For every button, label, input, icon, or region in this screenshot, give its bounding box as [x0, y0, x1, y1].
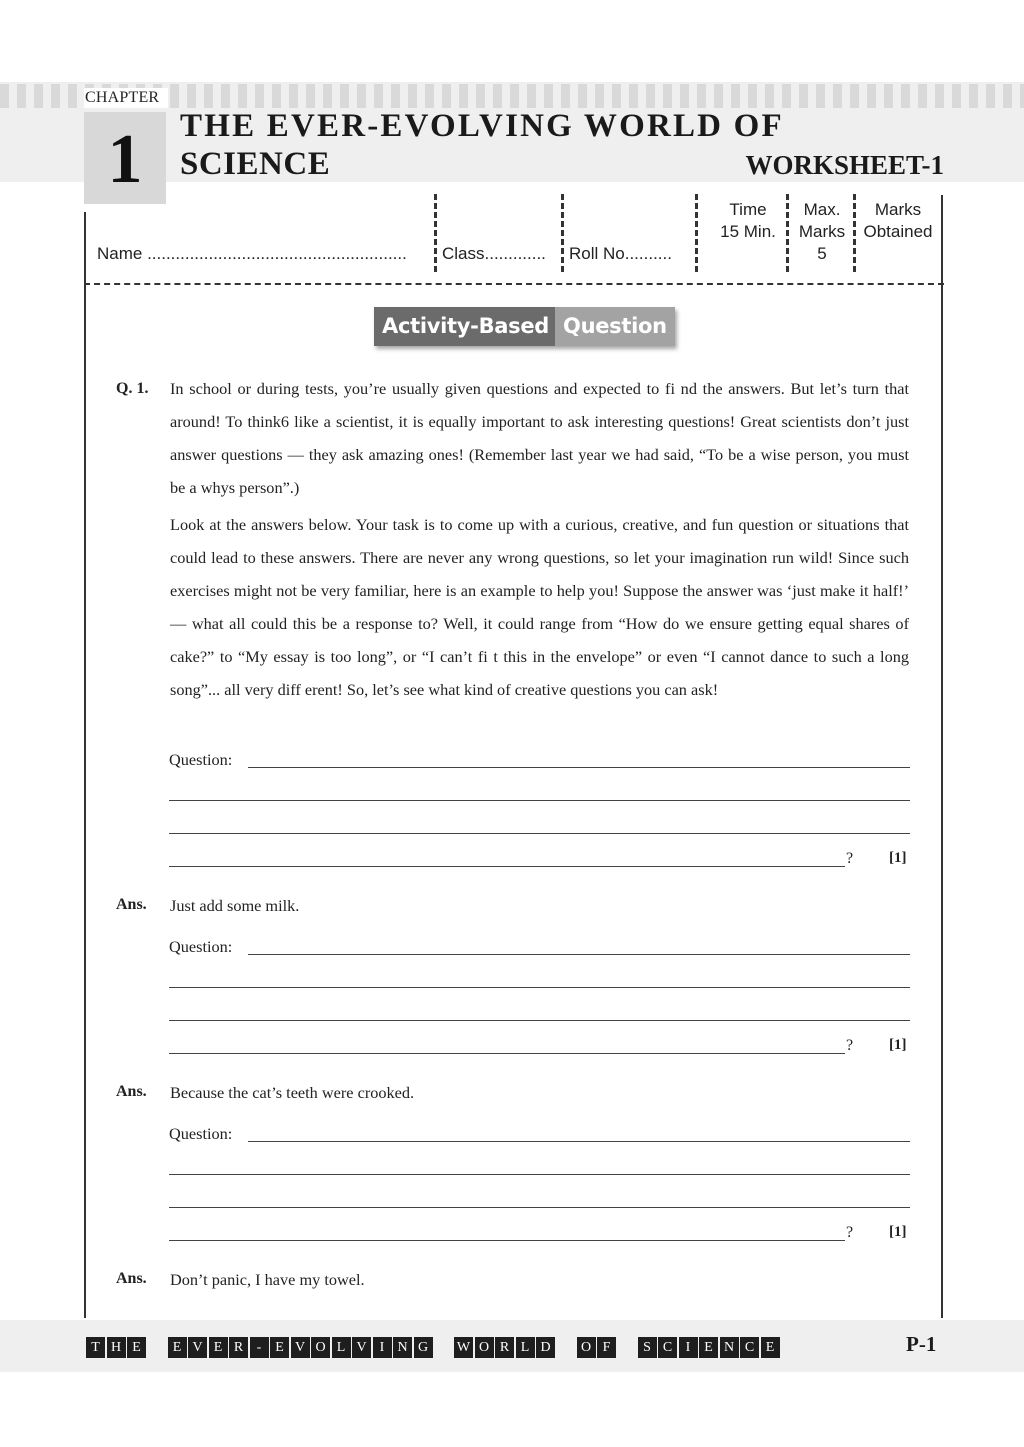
- footer-letter-tile: D: [536, 1337, 555, 1358]
- footer-letter-tile: G: [414, 1337, 433, 1358]
- footer-letter-tile: R: [495, 1337, 514, 1358]
- footer-word: [86, 1337, 148, 1358]
- footer-letter-tile: E: [209, 1337, 228, 1358]
- time-value: 15 Min.: [720, 222, 776, 241]
- footer-title-tiles: [86, 1337, 801, 1358]
- given-answer-2: Because the cat’s teeth were crooked.: [170, 1083, 415, 1102]
- question-number: Q. 1.: [116, 380, 149, 397]
- footer-letter-tile: L: [516, 1337, 535, 1358]
- question-paragraph-1: In school or during tests, you’re usually given questions and expected to fi nd the answers. But let’s turn that around! To think6 like a scientist, it is equally important to ask interesting questions! Great scientists don’t just answer questions — they ask amazing ones! (Remember last year we had said, “To be a wise person, you must be a whys person”.): [170, 379, 909, 497]
- ans-label: Ans.: [116, 1270, 147, 1287]
- footer-letter-tile: W: [454, 1337, 473, 1358]
- footer-letter-tile: E: [270, 1337, 289, 1358]
- footer-word: [577, 1337, 618, 1358]
- ans-label: Ans.: [116, 896, 147, 913]
- class-field[interactable]: Class.............: [442, 244, 546, 263]
- info-bar-divider: [84, 283, 944, 285]
- footer-word: [168, 1337, 435, 1358]
- marks-label: [1]: [889, 850, 907, 866]
- footer-letter-tile: O: [577, 1337, 596, 1358]
- footer-letter-tile: E: [761, 1337, 780, 1358]
- marks-obtained-label-2: Obtained: [863, 222, 933, 241]
- answer-line[interactable]: [169, 1174, 910, 1175]
- activity-heading-part1: Activity-Based: [374, 307, 555, 346]
- question-paragraph-2: Look at the answers below. Your task is to come up with a curious, creative, and fun question or situations that could lead to these answers. There are never any wrong questions, so let your imagination run wild! Since such exercises might not be very familiar, here is an example to help you! Suppose the answer was ‘just make it half!’ — what all could this be a response to? Well, it could range from “How do we ensure getting equal shares of cake?” to “My essay is too long”, or “I can’t fi t this in the envelope” or even “I cannot dance to such a long song”... all very diff erent! So, let’s see what kind of creative questions you can ask!: [170, 515, 909, 699]
- max-marks-label-2: Marks: [798, 222, 846, 241]
- footer-letter-tile: C: [658, 1337, 677, 1358]
- footer-letter-tile: E: [127, 1337, 146, 1358]
- marks-obtained-cell[interactable]: [856, 199, 940, 243]
- question-prompt: Question:: [169, 750, 233, 769]
- question-prompt: Question:: [169, 1124, 233, 1143]
- footer-word: [638, 1337, 782, 1358]
- time-cell: [702, 199, 794, 243]
- footer-letter-tile: H: [107, 1337, 126, 1358]
- answer-line[interactable]: [248, 767, 910, 768]
- footer-letter-tile: E: [168, 1337, 187, 1358]
- roll-no-field[interactable]: Roll No..........: [569, 244, 672, 263]
- footer-letter-tile: V: [291, 1337, 310, 1358]
- worksheet-label: WORKSHEET-1: [745, 150, 944, 180]
- marks-label: [1]: [889, 1037, 907, 1053]
- time-label: Time: [729, 200, 767, 219]
- answer-line[interactable]: [248, 1141, 910, 1142]
- name-field[interactable]: Name .......................................................: [97, 244, 407, 263]
- answer-line[interactable]: [248, 954, 910, 955]
- info-divider: [434, 194, 437, 272]
- chapter-title-line-1: THE EVER-EVOLVING WORLD OF: [180, 108, 784, 144]
- footer-letter-tile: E: [699, 1337, 718, 1358]
- answer-line[interactable]: [169, 800, 910, 801]
- info-divider: [695, 194, 698, 272]
- footer-word: [454, 1337, 557, 1358]
- footer-letter-tile: T: [86, 1337, 105, 1358]
- given-answer-3: Don’t panic, I have my towel.: [170, 1270, 365, 1289]
- footer-letter-tile: -: [250, 1337, 269, 1358]
- answer-line[interactable]: [169, 1020, 910, 1021]
- question-mark: ?: [846, 1224, 854, 1241]
- activity-heading-part2: Question: [555, 307, 675, 346]
- answer-line[interactable]: [169, 1240, 845, 1241]
- footer-letter-tile: F: [597, 1337, 616, 1358]
- given-answer-1: Just add some milk.: [170, 896, 300, 915]
- answer-line[interactable]: [169, 987, 910, 988]
- page-frame-right: [941, 195, 943, 1318]
- activity-based-question-heading: [374, 307, 675, 346]
- info-divider: [561, 194, 564, 272]
- ans-label: Ans.: [116, 1083, 147, 1100]
- answer-line[interactable]: [169, 1053, 845, 1054]
- footer-letter-tile: N: [393, 1337, 412, 1358]
- max-marks-label-1: Max.: [803, 200, 841, 219]
- answer-line[interactable]: [169, 833, 910, 834]
- footer-letter-tile: S: [638, 1337, 657, 1358]
- chapter-number: 1: [107, 121, 143, 198]
- student-info-bar: [84, 190, 944, 284]
- footer-letter-tile: O: [311, 1337, 330, 1358]
- chapter-label: CHAPTER: [84, 88, 168, 108]
- answer-line[interactable]: [169, 866, 845, 867]
- footer-letter-tile: L: [332, 1337, 351, 1358]
- chapter-title-line-2: SCIENCE: [180, 146, 331, 182]
- footer-letter-tile: I: [373, 1337, 392, 1358]
- question-mark: ?: [846, 1037, 854, 1054]
- footer-letter-tile: R: [229, 1337, 248, 1358]
- marks-label: [1]: [889, 1224, 907, 1240]
- footer-letter-tile: O: [475, 1337, 494, 1358]
- footer-letter-tile: V: [352, 1337, 371, 1358]
- footer-letter-tile: I: [679, 1337, 698, 1358]
- max-marks-cell: [792, 199, 852, 265]
- max-marks-value: 5: [817, 244, 827, 263]
- footer-letter-tile: N: [720, 1337, 739, 1358]
- page-frame-left: [84, 212, 86, 1318]
- marks-obtained-label-1: Marks: [874, 200, 922, 219]
- question-prompt: Question:: [169, 937, 233, 956]
- footer-letter-tile: C: [740, 1337, 759, 1358]
- page-number: P-1: [906, 1332, 937, 1356]
- answer-line[interactable]: [169, 1207, 910, 1208]
- footer-letter-tile: V: [188, 1337, 207, 1358]
- question-mark: ?: [846, 850, 854, 867]
